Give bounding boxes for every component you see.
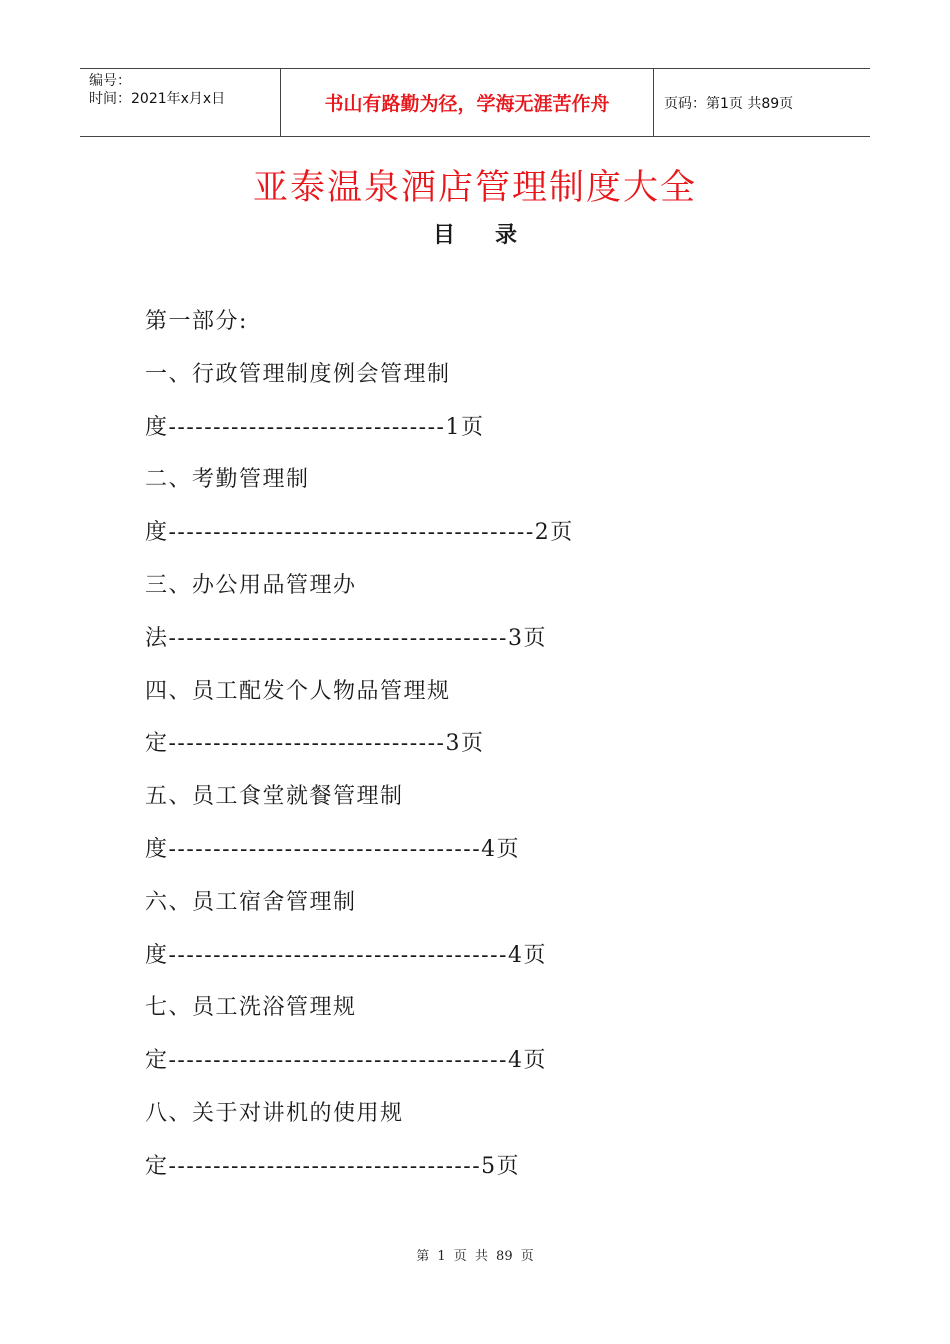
header-page-info: 页码：第1页 共89页 (664, 95, 794, 112)
header-meta (80, 69, 281, 136)
header-motto: 书山有路勤为径，学海无涯苦作舟 (281, 69, 654, 136)
toc-line: 法--------------------------------------3页 (145, 625, 547, 651)
toc-line: 二、考勤管理制 (145, 467, 310, 493)
toc-line: 七、员工洗浴管理规 (145, 995, 357, 1021)
toc-heading: 目录 (432, 222, 557, 248)
toc-line: 定-------------------------------3页 (145, 731, 485, 757)
toc-line: 度-------------------------------1页 (145, 414, 485, 440)
table-of-contents (145, 303, 865, 1201)
toc-line: 五、员工食堂就餐管理制 (145, 784, 404, 810)
toc-line: 六、员工宿舍管理制 (145, 889, 357, 915)
toc-line: 度-----------------------------------4页 (145, 836, 521, 862)
header-date: 时间：2021年x月x日 (89, 91, 226, 107)
toc-line: 三、办公用品管理办 (145, 572, 357, 598)
toc-line: 第一部分: (145, 309, 248, 334)
toc-line: 度-----------------------------------------2页 (145, 520, 574, 546)
page-header (80, 68, 870, 137)
page-footer: 第 1 页 共 89 页 (416, 1249, 534, 1264)
toc-line: 八、关于对讲机的使用规 (145, 1100, 404, 1126)
toc-line: 定--------------------------------------4页 (145, 1048, 547, 1074)
header-number: 编号： (89, 73, 131, 89)
toc-line: 度--------------------------------------4页 (145, 942, 547, 968)
document-title: 亚泰温泉酒店管理制度大全 (252, 168, 697, 208)
toc-line: 一、行政管理制度例会管理制 (145, 361, 451, 387)
toc-line: 定-----------------------------------5页 (145, 1153, 521, 1179)
toc-line: 四、员工配发个人物品管理规 (145, 678, 451, 704)
